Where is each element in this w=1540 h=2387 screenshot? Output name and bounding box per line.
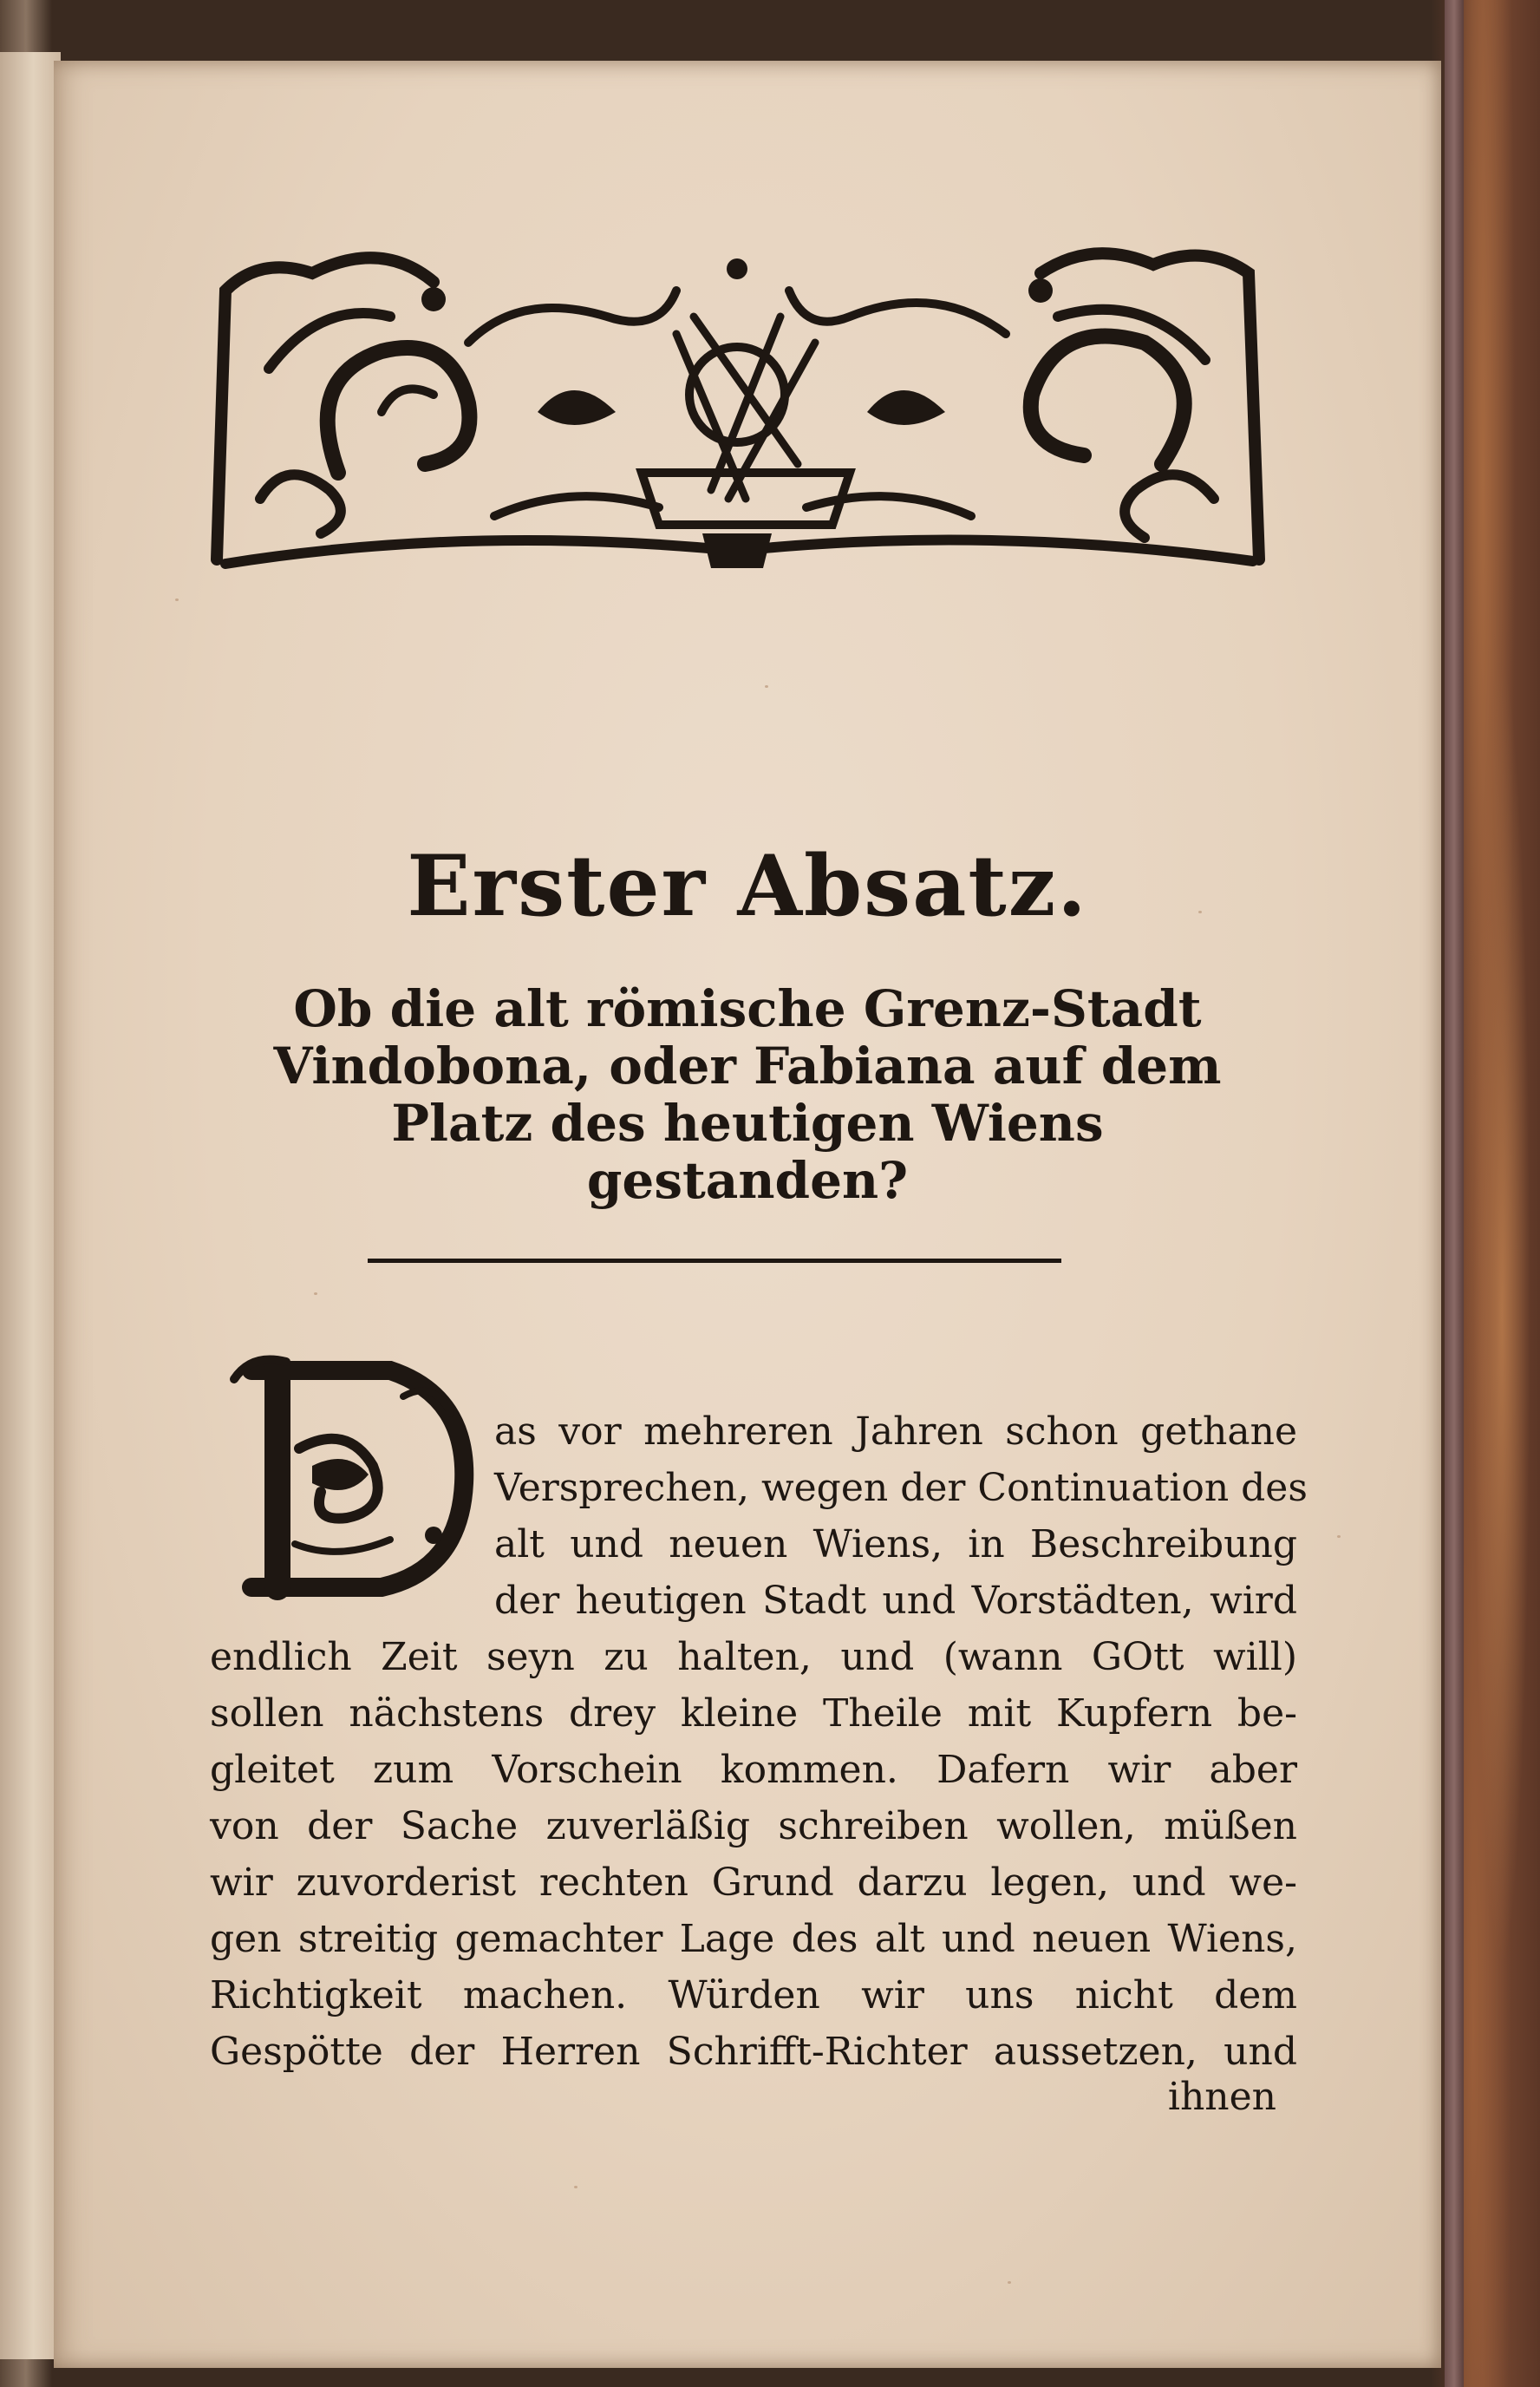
body-line: der heutigen Stadt und Vorstädten, wird — [494, 1579, 1297, 1623]
chapter-title: Erster Absatz. — [407, 837, 1088, 935]
subtitle-line: Vindobona, oder Fabiana auf dem — [273, 1037, 1222, 1095]
body-line: alt und neuen Wiens, in Beschreibung — [494, 1522, 1297, 1566]
chapter-subtitle — [210, 980, 1285, 1209]
body-line: sollen nächstens drey kleine Theile mit Kupfern be- — [210, 1691, 1297, 1736]
body-line: as vor mehreren Jahren schon gethane — [494, 1409, 1297, 1454]
body-line: endlich Zeit seyn zu halten, und (wann GOtt will) — [210, 1635, 1297, 1679]
body-line: gen streitig gemachter Lage des alt und neuen Wiens, — [210, 1917, 1297, 1961]
body-line: Richtigkeit machen. Würden wir uns nicht dem — [210, 1973, 1297, 2018]
headpiece-ornament-icon — [208, 239, 1268, 572]
marbled-cover-board — [1445, 0, 1540, 2387]
body-paragraph — [210, 1403, 1308, 2080]
body-line: von der Sache zuverläßig schreiben wollen, müßen — [210, 1804, 1297, 1848]
paper-speck — [314, 1292, 317, 1295]
subtitle-line: Platz des heutigen Wiens — [391, 1094, 1104, 1153]
body-line: Versprechen, wegen der Continuation des — [494, 1466, 1308, 1510]
section-rule — [368, 1259, 1061, 1263]
ornamental-headpiece — [208, 239, 1268, 572]
paper-speck — [175, 598, 179, 601]
paper-speck — [1337, 1535, 1341, 1538]
body-line: gleitet zum Vorschein kommen. Dafern wir aber — [210, 1748, 1297, 1792]
cover-edge — [1445, 0, 1464, 2387]
paper-speck — [574, 2186, 578, 2188]
page-paper — [54, 61, 1441, 2368]
body-line: Gespötte der Herren Schrifft-Richter aussetzen, und — [210, 2030, 1297, 2074]
body-line: wir zuvorderist rechten Grund darzu legen, und we- — [210, 1861, 1297, 1905]
subtitle-line: Ob die alt römische Grenz-Stadt — [293, 979, 1202, 1038]
left-page-edge — [0, 52, 61, 2359]
subtitle-line: gestanden? — [586, 1151, 909, 1210]
paper-speck — [765, 685, 768, 688]
paper-speck — [1008, 2281, 1011, 2284]
catchword: ihnen — [1167, 2075, 1276, 2119]
